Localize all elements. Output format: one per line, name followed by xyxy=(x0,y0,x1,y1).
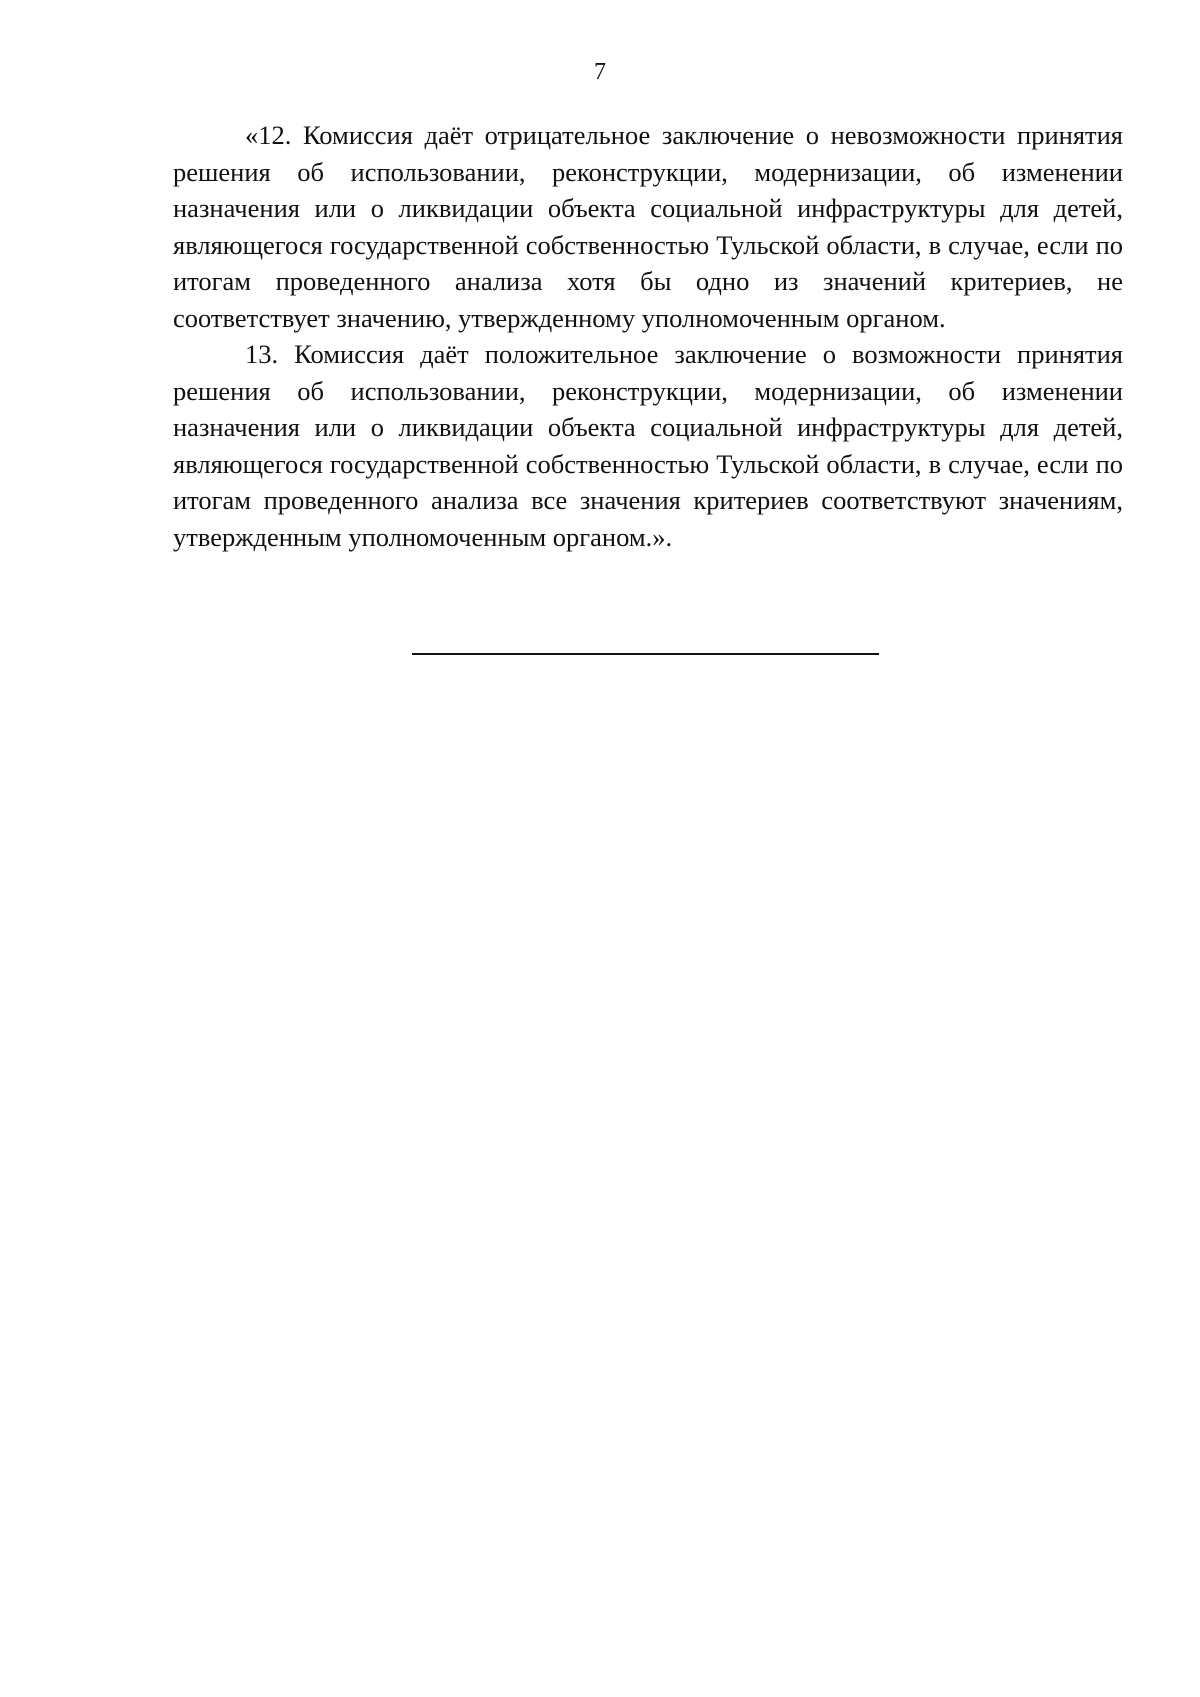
end-of-document-rule xyxy=(412,653,879,655)
paragraph-12: «12. Комиссия даёт отрицательное заключение о невозможности принятия решения об использовании, реконструкции, модернизации, об изменении назначения или о ликвидации объекта социальной инфраструктуры для детей, являющегося государственной собственностью Тульской области, в случае, если по итогам проведенного анализа хотя бы одно из значений критериев, не соответствует значению, утвержденному уполномоченным органом. xyxy=(173,120,1123,333)
paragraph-13: 13. Комиссия даёт положительное заключение о возможности принятия решения об использовании, реконструкции, модернизации, об изменении назначения или о ликвидации объекта социальной инфраструктуры для детей, являющегося государственной собственностью Тульской области, в случае, если по итогам проведенного анализа все значения критериев соответствуют значениям, утвержденным уполномоченным органом.». xyxy=(173,339,1123,552)
page-number: 7 xyxy=(594,59,606,85)
document-body xyxy=(173,117,1123,555)
